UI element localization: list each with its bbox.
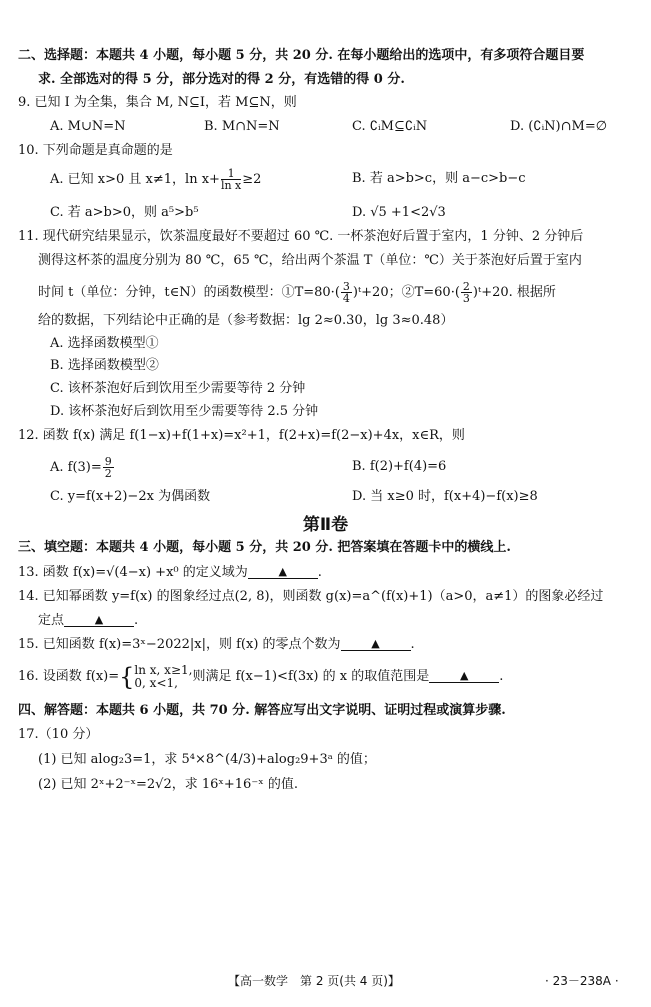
footer-code: · 23－238A · — [545, 974, 619, 988]
q13-answer-blank: ▲ — [248, 565, 318, 579]
q12-option-a: A. f(3)= $\frac{9}{2}$ — [50, 455, 112, 480]
piecewise-cases: ln x, x≥1, 0, x<1, — [134, 662, 193, 690]
piecewise-brace: { — [119, 662, 135, 691]
q16-answer-blank: ▲ — [429, 669, 499, 683]
q10-option-b: B. 若 a>b>c，则 a−c>b−c — [352, 171, 526, 186]
q12-option-d: D. 当 x≥0 时，f(x+4)−f(x)≥8 — [352, 489, 538, 504]
q11-line2: 测得这杯茶的温度分别为 80 ℃，65 ℃，给出两个茶温 T（单位：℃）关于茶泡好后置于室内 — [38, 253, 582, 268]
q10-a-fraction: $\frac{1}{\text{ln x}}$ — [220, 167, 242, 192]
q11-option-d: D. 该杯茶泡好后到饮用至少需要等待 2.5 分钟 — [50, 404, 319, 419]
q15-answer-blank: ▲ — [341, 637, 411, 651]
part2-header-line1: 二、选择题：本题共 4 小题，每小题 5 分，共 20 分. 在每小题给出的选项中，有多项符合题目要 — [18, 48, 585, 63]
q10-option-c: C. 若 a>b>0，则 a⁵>b⁵ — [50, 205, 199, 220]
q13: 13. 函数 f(x)=√(4−x) +x⁰ 的定义域为 ▲ . — [18, 565, 322, 580]
q14-line1: 14. 已知幂函数 y=f(x) 的图象经过点(2, 8)，则函数 g(x)=a^(f(x)+1)（a>0，a≠1）的图象必经过 — [18, 589, 604, 604]
q11-line1: 11. 现代研究结果显示，饮茶温度最好不要超过 60 ℃. 一杯茶泡好后置于室内，1 分钟、2 分钟后 — [18, 229, 584, 244]
q9-option-b: B. M∩N=N — [204, 119, 280, 134]
q9-option-c: C. ∁ᵢM⊆∁ᵢN — [352, 119, 428, 134]
q11-option-c: C. 该杯茶泡好后到饮用至少需要等待 2 分钟 — [50, 381, 306, 396]
q12-option-b: B. f(2)+f(4)=6 — [352, 459, 447, 474]
q11-fraction-2: $\frac{2}{3}$ — [462, 280, 470, 305]
q10-stem: 10. 下列命题是真命题的是 — [18, 143, 173, 158]
section-title: 第Ⅱ卷 — [302, 515, 349, 535]
q9-stem: 9. 已知 I 为全集，集合 M, N⊆I，若 M⊆N，则 — [18, 95, 297, 110]
q15: 15. 已知函数 f(x)=3ˣ−2022|x|，则 f(x) 的零点个数为 ▲ . — [18, 637, 415, 652]
q14-answer-blank: ▲ — [64, 613, 134, 627]
q12-option-c: C. y=f(x+2)−2x 为偶函数 — [50, 489, 211, 504]
q11-option-a: A. 选择函数模型① — [50, 336, 159, 351]
q17-part2: (2) 已知 2ˣ+2⁻ˣ=2√2，求 16ˣ+16⁻ˣ 的值. — [38, 777, 298, 792]
q12-stem: 12. 函数 f(x) 满足 f(1−x)+f(1+x)=x²+1，f(2+x)=f(2−x)+4x，x∈R，则 — [18, 428, 465, 443]
q16: 16. 设函数 f(x)={ ln x, x≥1, 0, x<1, 则满足 f(x−1)<f(3x) 的 x 的取值范围是 ▲ . — [18, 662, 504, 691]
q12-a-fraction: $\frac{9}{2}$ — [104, 455, 112, 480]
q11-fraction-1: $\frac{3}{4}$ — [342, 280, 350, 305]
part2-header-line2: 求. 全部选对的得 5 分，部分选对的得 2 分，有选错的得 0 分. — [38, 72, 405, 87]
part3-header: 三、填空题：本题共 4 小题，每小题 5 分，共 20 分. 把答案填在答题卡中的横线上. — [18, 540, 511, 555]
q11-line4: 给的数据，下列结论中正确的是（参考数据：lg 2≈0.30，lg 3≈0.48） — [38, 313, 454, 328]
q9-option-a: A. M∪N=N — [50, 119, 126, 134]
q14-line2: 定点 ▲ . — [38, 613, 139, 628]
q10-option-d: D. √5 +1<2√3 — [352, 205, 446, 220]
q11-option-b: B. 选择函数模型② — [50, 358, 159, 373]
footer-page-info: 【高一数学 第 2 页(共 4 页)】 — [228, 974, 400, 988]
q10-option-a: A. 已知 x>0 且 x≠1，ln x+ $\frac{1}{\text{ln x}}$ ≥2 — [50, 167, 262, 192]
q9-option-d: D. (∁ᵢN)∩M=∅ — [510, 119, 608, 134]
q11-line3: 时间 t（单位：分钟，t∈N）的函数模型：①T=80·( $\frac{3}{4}$ )ᵗ+20；②T=60·( $\frac{2}{3}$ )ᵗ+20. 根据所 — [38, 280, 556, 305]
part4-header: 四、解答题：本题共 6 小题，共 70 分. 解答应写出文字说明、证明过程或演算步骤. — [18, 703, 506, 718]
q17-title: 17.（10 分） — [18, 727, 99, 742]
q17-part1: (1) 已知 alog₂3=1，求 5⁴×8^(4/3)+alog₂9+3ᵃ 的值； — [38, 752, 376, 767]
